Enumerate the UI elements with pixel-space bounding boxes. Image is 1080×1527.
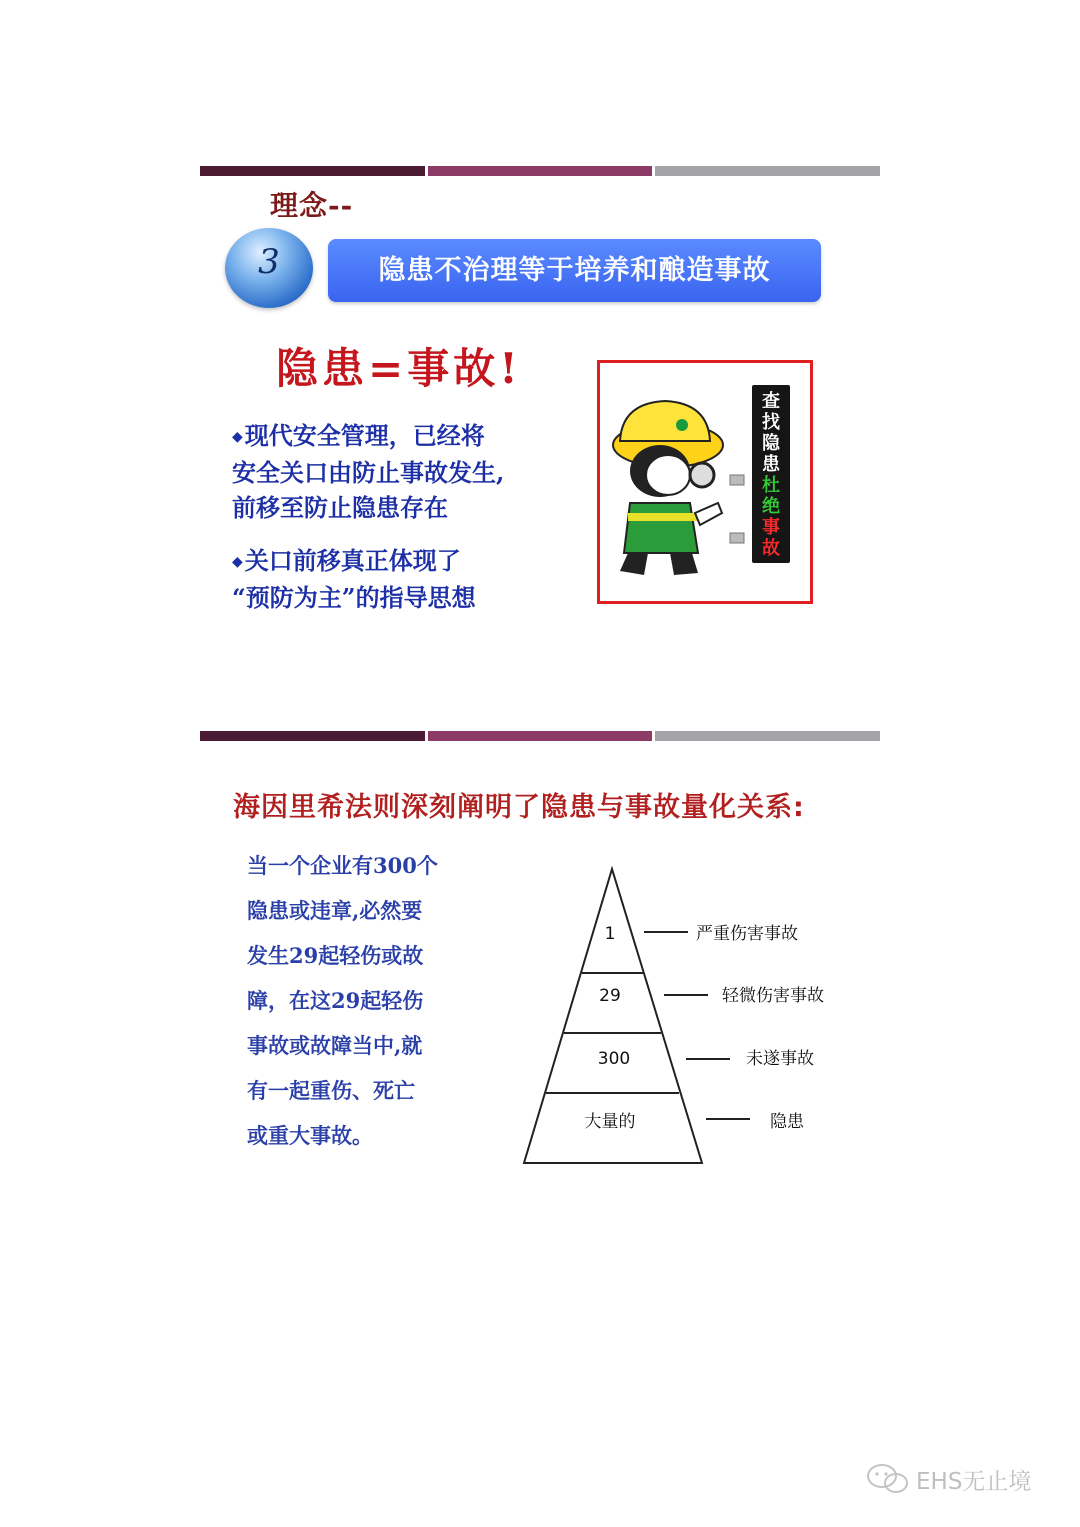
pyramid-label: 轻微伤害事故: [722, 986, 824, 1006]
diamond-bullet-icon: ◆: [232, 554, 243, 570]
bullet-item: [232, 543, 592, 615]
sign-char: 隐: [762, 433, 780, 454]
sign-char: 事: [762, 517, 780, 538]
heinrich-pyramid: [518, 861, 858, 1171]
pyramid-count: 300: [597, 1049, 631, 1069]
pyramid-count: 29: [599, 986, 621, 1006]
bullet-list: [232, 418, 592, 633]
concept-banner: 隐患不治理等于培养和酿造事故: [328, 239, 821, 302]
bullet-line: “预防为主”的指导思想: [232, 583, 476, 612]
sign-char: 绝: [762, 496, 780, 517]
heinrich-title: 海因里希法则深刻阐明了隐患与事故量化关系:: [233, 792, 805, 823]
hazard-sign-board: [752, 385, 790, 563]
pyramid-label: 未遂事故: [746, 1049, 814, 1069]
sign-char: 故: [762, 538, 780, 559]
decor-top-bars: [200, 731, 880, 741]
number-badge: [225, 228, 313, 308]
paragraph-line: 事故或故障当中,就: [247, 1033, 423, 1058]
bullet-line: 关口前移真正体现了: [244, 546, 461, 575]
bar-dark: [200, 166, 425, 176]
sign-char: 患: [762, 454, 780, 475]
pyramid-count: 1: [604, 924, 616, 944]
slide-1: [200, 166, 880, 626]
bullet-line: 现代安全管理，已经将: [244, 421, 485, 450]
chat-bubbles-icon: [866, 1462, 910, 1496]
bar-dark: [200, 731, 425, 741]
watermark: [866, 1462, 1031, 1496]
bar-gray: [655, 166, 880, 176]
paragraph-line: 隐患或违章,必然要: [247, 898, 423, 923]
concept-label: 理念--: [270, 189, 354, 222]
pyramid-count: 大量的: [584, 1112, 636, 1132]
paragraph-line: 发生29起轻伤或故: [247, 943, 424, 968]
sign-char: 杜: [762, 475, 780, 496]
slide-2: [200, 731, 880, 1181]
number-badge-text: 3: [258, 242, 280, 282]
paragraph-line: 或重大事故。: [247, 1123, 373, 1148]
decor-top-bars: [200, 166, 880, 176]
bar-mid: [428, 166, 652, 176]
watermark-text: EHS无止境: [916, 1468, 1032, 1495]
bullet-line: 安全关口由防止事故发生,: [232, 458, 505, 487]
sign-char: 查: [762, 391, 780, 412]
bar-gray: [655, 731, 880, 741]
sign-char: 找: [762, 412, 780, 433]
diamond-bullet-icon: ◆: [232, 429, 243, 445]
inspector-cartoon-image: [597, 360, 813, 604]
big-title: 隐患=事故!: [276, 344, 522, 393]
heinrich-paragraph: [247, 843, 477, 1158]
bullet-line: 前移至防止隐患存在: [232, 493, 448, 522]
pyramid-label: 隐患: [770, 1112, 804, 1132]
bar-mid: [428, 731, 652, 741]
paragraph-line: 有一起重伤、死亡: [247, 1078, 415, 1103]
pyramid-label: 严重伤害事故: [696, 924, 798, 944]
bullet-item: [232, 418, 592, 525]
paragraph-line: 障，在这29起轻伤: [247, 988, 424, 1013]
paragraph-line: 当一个企业有300个: [247, 853, 438, 878]
